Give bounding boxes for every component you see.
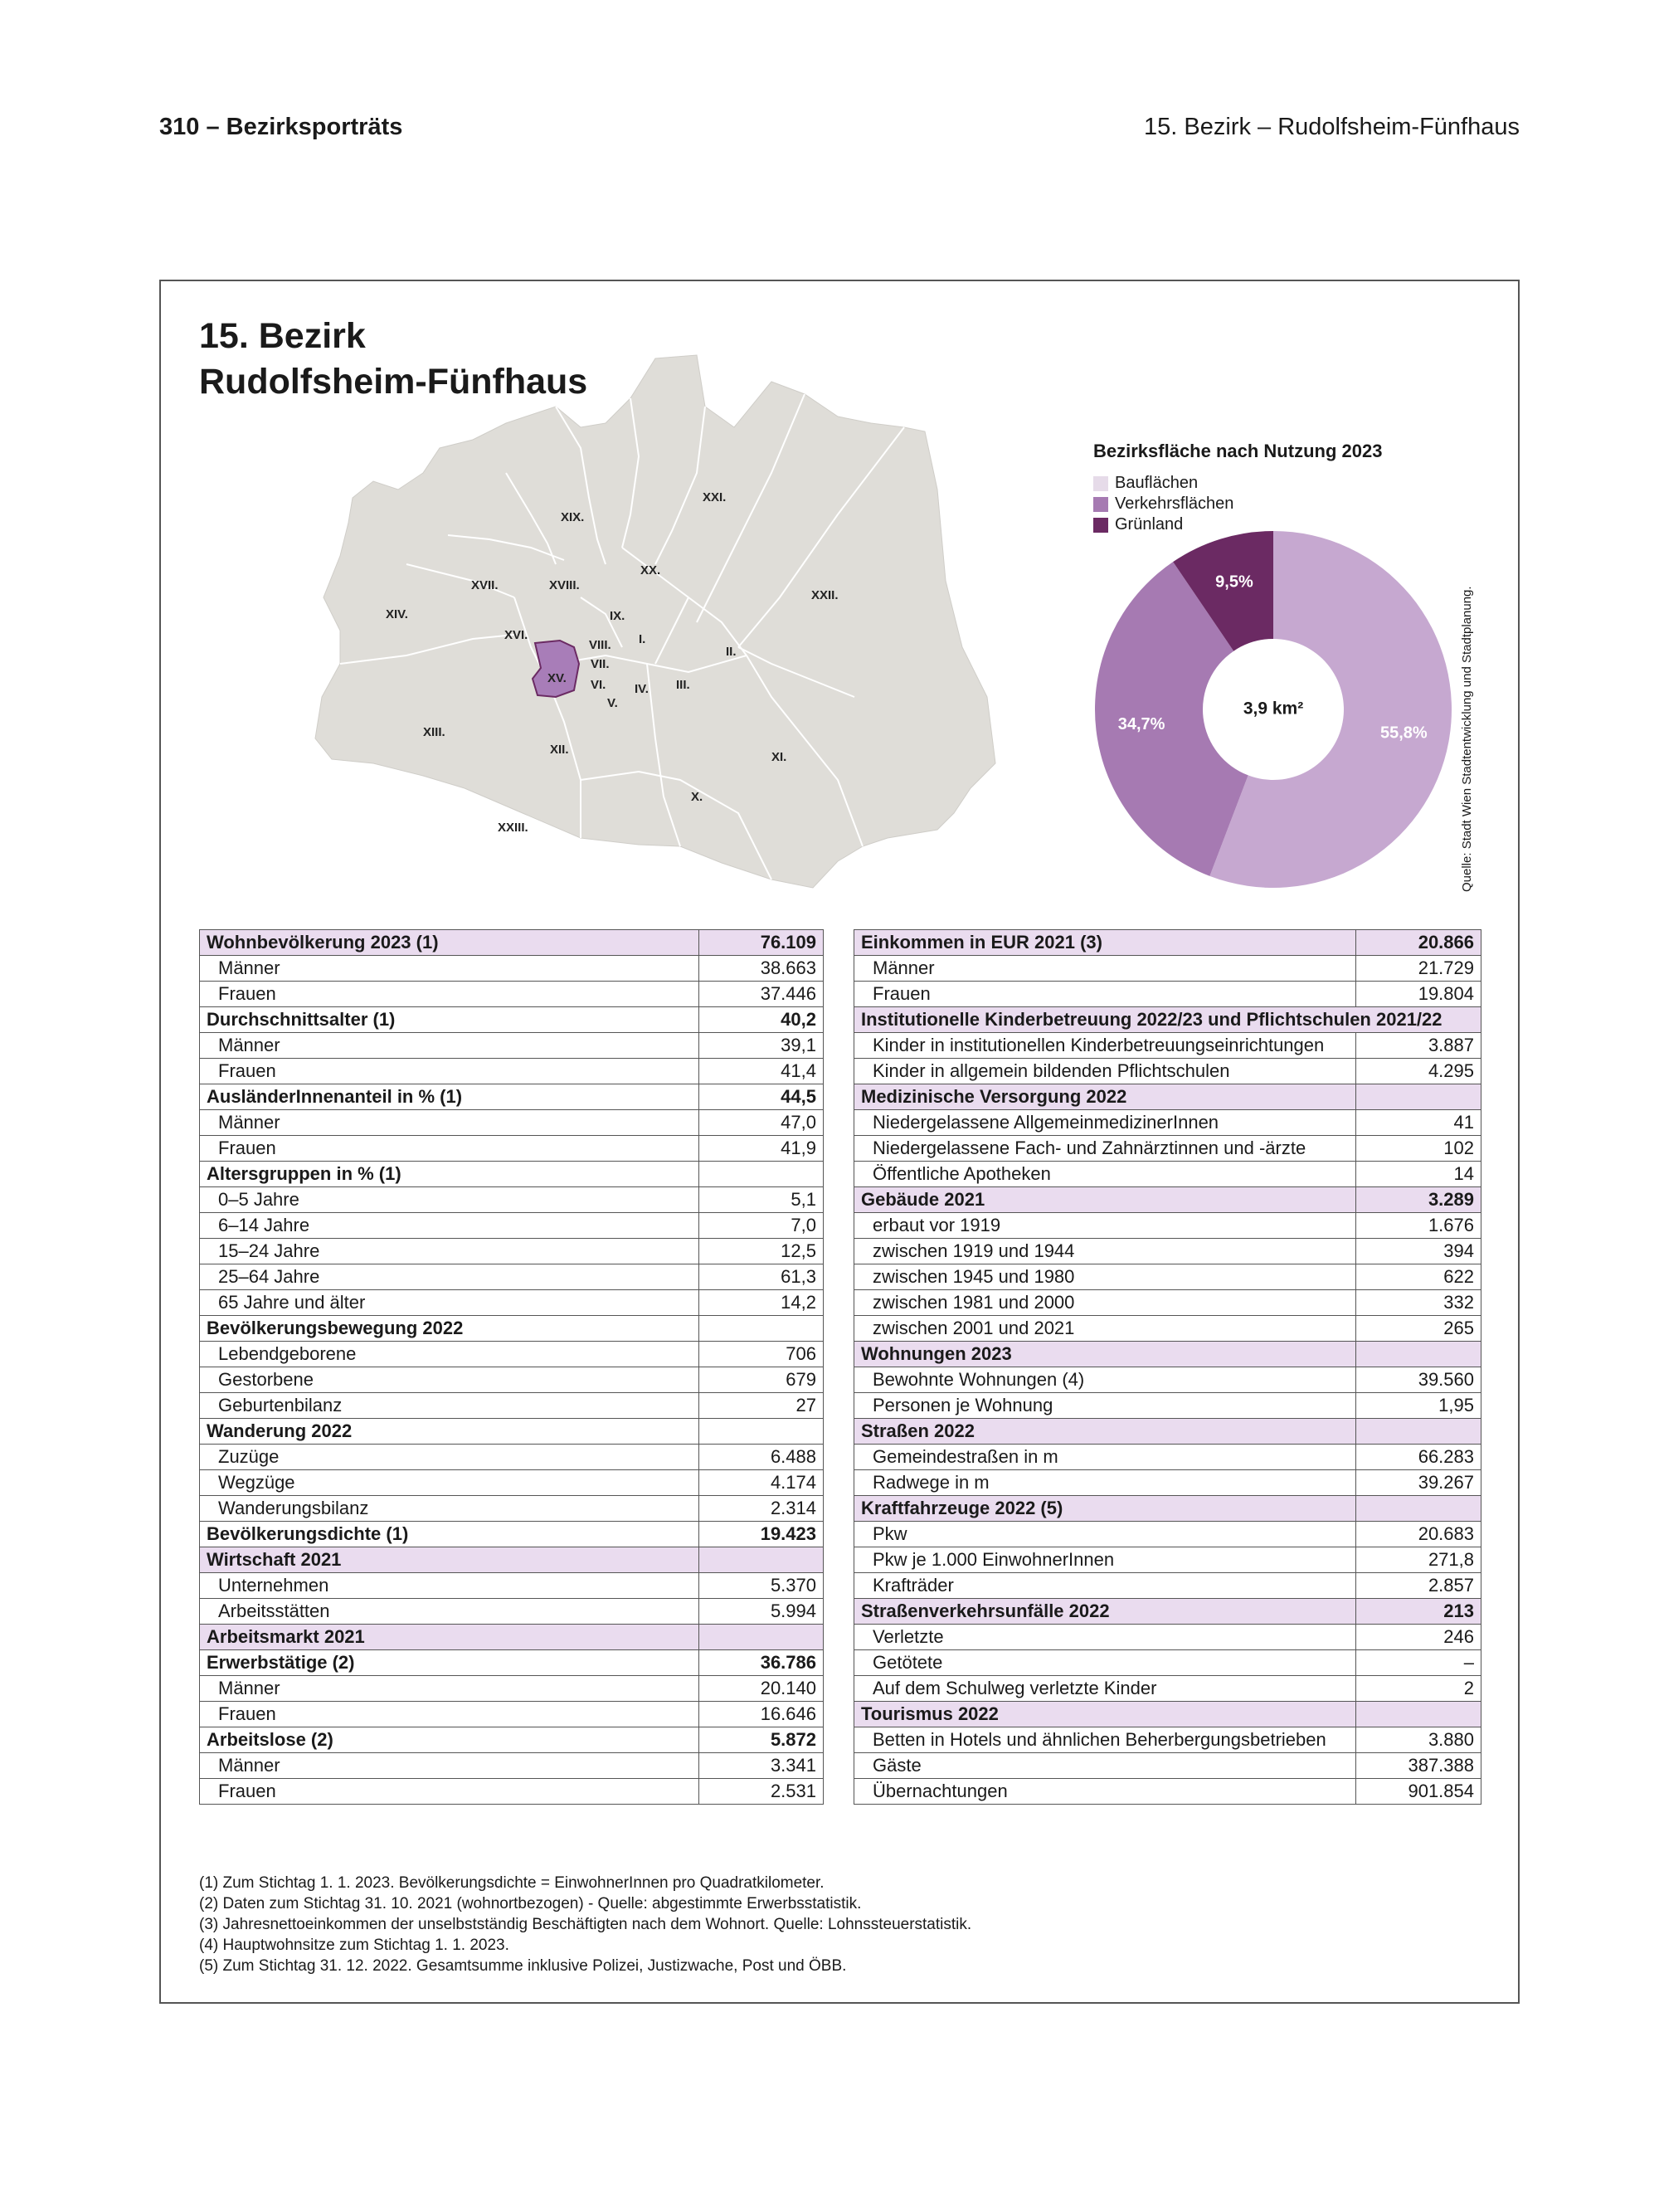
row-value: 20.866 [1356, 930, 1481, 956]
district-label-xviii: XVIII. [549, 578, 580, 592]
row-label: Frauen [854, 982, 1356, 1007]
row-label: Kraftfahrzeuge 2022 (5) [854, 1496, 1356, 1522]
table-row [854, 1650, 1481, 1676]
table-row [854, 1059, 1481, 1084]
row-label: Gebäude 2021 [854, 1187, 1356, 1213]
row-value: 2 [1356, 1676, 1481, 1702]
row-label: 6–14 Jahre [200, 1213, 699, 1239]
running-header-right: 15. Bezirk – Rudolfsheim-Fünfhaus [1144, 114, 1520, 140]
table-row [200, 1676, 824, 1702]
row-value [699, 1419, 824, 1445]
row-label: Auf dem Schulweg verletzte Kinder [854, 1676, 1356, 1702]
row-value: 16.646 [699, 1702, 824, 1727]
row-value: 40,2 [699, 1007, 824, 1033]
row-label: Radwege in m [854, 1470, 1356, 1496]
row-value [1356, 1342, 1481, 1367]
row-value [1356, 1419, 1481, 1445]
legend-item [1093, 494, 1233, 514]
table-row [200, 1445, 824, 1470]
row-label: Gemeindestraßen in m [854, 1445, 1356, 1470]
row-value: 706 [699, 1342, 824, 1367]
row-label: zwischen 2001 und 2021 [854, 1316, 1356, 1342]
district-label-xxii: XXII. [811, 588, 839, 602]
table-row [854, 1264, 1481, 1290]
row-label: Medizinische Versorgung 2022 [854, 1084, 1356, 1110]
row-value: 5.872 [699, 1727, 824, 1753]
table-row [854, 1187, 1481, 1213]
table-row [854, 1033, 1481, 1059]
table-row [200, 1033, 824, 1059]
running-header-left: 310 – Bezirksporträts [159, 114, 403, 140]
title-line-1: 15. Bezirk [199, 316, 366, 356]
row-label: Bewohnte Wohnungen (4) [854, 1367, 1356, 1393]
table-row [200, 1470, 824, 1496]
legend-label: Grünland [1115, 515, 1184, 534]
row-label: 65 Jahre und älter [200, 1290, 699, 1316]
table-row [854, 1290, 1481, 1316]
table-row [200, 1007, 824, 1033]
row-value: 4.295 [1356, 1059, 1481, 1084]
district-label-xvi: XVI. [504, 628, 528, 642]
row-label: Männer [200, 1676, 699, 1702]
row-label: Pkw [854, 1522, 1356, 1547]
row-value: 41,4 [699, 1059, 824, 1084]
table-row [854, 956, 1481, 982]
row-label: Verletzte [854, 1625, 1356, 1650]
row-label: Straßen 2022 [854, 1419, 1356, 1445]
row-value: 21.729 [1356, 956, 1481, 982]
district-xv-highlight [533, 641, 579, 697]
row-value [699, 1625, 824, 1650]
row-label: Frauen [200, 1779, 699, 1805]
row-label: Geburtenbilanz [200, 1393, 699, 1419]
legend-label: Verkehrsflächen [1115, 495, 1234, 513]
row-value: 47,0 [699, 1110, 824, 1136]
row-label: Frauen [200, 1702, 699, 1727]
table-row [854, 930, 1481, 956]
table-row [200, 1239, 824, 1264]
table-row [200, 1342, 824, 1367]
row-label: Arbeitsmarkt 2021 [200, 1625, 699, 1650]
table-row [854, 1573, 1481, 1599]
table-row [854, 1162, 1481, 1187]
row-label: Kinder in institutionellen Kinderbetreuungseinrichtungen [854, 1033, 1356, 1059]
district-label-vi: VI. [591, 678, 606, 692]
row-value: 3.289 [1356, 1187, 1481, 1213]
row-label: Personen je Wohnung [854, 1393, 1356, 1419]
row-label: Frauen [200, 1059, 699, 1084]
table-row [200, 1419, 824, 1445]
table-row [854, 1445, 1481, 1470]
district-label-iii: III. [676, 678, 690, 692]
district-label-xvii: XVII. [471, 578, 499, 592]
footnotes [199, 1873, 971, 1976]
row-value: 3.880 [1356, 1727, 1481, 1753]
row-value: 2.857 [1356, 1573, 1481, 1599]
source-note: Quelle: Stadt Wien Stadtentwicklung und Stadtplanung. [1460, 586, 1474, 892]
table-row [854, 1496, 1481, 1522]
table-row [854, 982, 1481, 1007]
row-value [699, 1162, 824, 1187]
table-row [854, 1702, 1481, 1727]
row-label: Getötete [854, 1650, 1356, 1676]
district-label-ii: II. [726, 645, 737, 659]
table-row [200, 1162, 824, 1187]
row-label: Pkw je 1.000 EinwohnerInnen [854, 1547, 1356, 1573]
row-label: Frauen [200, 1136, 699, 1162]
row-value: 41,9 [699, 1136, 824, 1162]
row-value: 5.370 [699, 1573, 824, 1599]
row-value [699, 1547, 824, 1573]
footnote: (2) Daten zum Stichtag 31. 10. 2021 (wohnortbezogen) - Quelle: abgestimmte Erwerbsstatistik. [199, 1895, 862, 1912]
district-label-xx: XX. [640, 563, 661, 577]
district-label-vii: VII. [591, 657, 610, 671]
row-value [1356, 1084, 1481, 1110]
table-row [200, 1110, 824, 1136]
table-row [200, 1393, 824, 1419]
row-value: 5.994 [699, 1599, 824, 1625]
row-label: Männer [854, 956, 1356, 982]
legend-swatch [1093, 476, 1108, 491]
row-label: Betten in Hotels und ähnlichen Beherbergungsbetrieben [854, 1727, 1356, 1753]
row-value: 19.804 [1356, 982, 1481, 1007]
row-label: Wohnungen 2023 [854, 1342, 1356, 1367]
table-row [200, 1599, 824, 1625]
table-row [854, 1547, 1481, 1573]
row-label: Unternehmen [200, 1573, 699, 1599]
row-value: 387.388 [1356, 1753, 1481, 1779]
row-value: 39.560 [1356, 1367, 1481, 1393]
table-row [854, 1753, 1481, 1779]
row-label: Frauen [200, 982, 699, 1007]
row-value: – [1356, 1650, 1481, 1676]
table-row [854, 1727, 1481, 1753]
table-row [854, 1522, 1481, 1547]
row-value: 102 [1356, 1136, 1481, 1162]
pie-slice-label: 34,7% [1117, 714, 1165, 733]
row-label: Männer [200, 1753, 699, 1779]
row-label: Institutionelle Kinderbetreuung 2022/23 und Pflichtschulen 2021/22 [854, 1007, 1481, 1033]
land-use-donut-chart [1087, 523, 1460, 896]
table-row [854, 1779, 1481, 1805]
row-label: Arbeitslose (2) [200, 1727, 699, 1753]
row-value: 76.109 [699, 930, 824, 956]
district-label-xi: XI. [771, 750, 787, 764]
table-row [854, 1213, 1481, 1239]
district-label-xiv: XIV. [386, 607, 408, 621]
row-label: Tourismus 2022 [854, 1702, 1356, 1727]
table-row [854, 1316, 1481, 1342]
table-row [854, 1393, 1481, 1419]
row-value [1356, 1496, 1481, 1522]
district-label-ix: IX. [610, 609, 625, 623]
row-label: Männer [200, 956, 699, 982]
district-label-xix: XIX. [561, 510, 585, 524]
row-label: Bevölkerungsbewegung 2022 [200, 1316, 699, 1342]
right-statistics-table [854, 929, 1481, 1805]
row-label: Straßenverkehrsunfälle 2022 [854, 1599, 1356, 1625]
row-value: 4.174 [699, 1470, 824, 1496]
row-value: 19.423 [699, 1522, 824, 1547]
table-row [200, 1084, 824, 1110]
row-value: 1,95 [1356, 1393, 1481, 1419]
district-label-xxiii: XXIII. [498, 821, 528, 835]
row-value: 14,2 [699, 1290, 824, 1316]
row-value: 2.531 [699, 1779, 824, 1805]
row-value: 39,1 [699, 1033, 824, 1059]
row-value: 2.314 [699, 1496, 824, 1522]
row-value: 36.786 [699, 1650, 824, 1676]
table-row [200, 1187, 824, 1213]
table-row [200, 1573, 824, 1599]
row-value: 394 [1356, 1239, 1481, 1264]
table-row [200, 1522, 824, 1547]
row-label: 0–5 Jahre [200, 1187, 699, 1213]
row-value: 44,5 [699, 1084, 824, 1110]
row-value: 27 [699, 1393, 824, 1419]
row-label: Wegzüge [200, 1470, 699, 1496]
row-label: Niedergelassene Fach- und Zahnärztinnen und -ärzte [854, 1136, 1356, 1162]
row-value: 246 [1356, 1625, 1481, 1650]
table-row [854, 1367, 1481, 1393]
table-row [200, 1702, 824, 1727]
row-value: 39.267 [1356, 1470, 1481, 1496]
row-label: Lebendgeborene [200, 1342, 699, 1367]
table-row [854, 1470, 1481, 1496]
table-row [854, 1239, 1481, 1264]
table-row [854, 1342, 1481, 1367]
left-statistics-table [199, 929, 824, 1805]
row-label: 15–24 Jahre [200, 1239, 699, 1264]
district-label-xxi: XXI. [703, 490, 727, 504]
district-label-v: V. [607, 696, 618, 710]
table-row [200, 1650, 824, 1676]
pie-chart-title: Bezirksfläche nach Nutzung 2023 [1093, 441, 1383, 461]
pie-center-label: 3,9 km² [1243, 699, 1304, 719]
table-row [854, 1084, 1481, 1110]
district-label-xv: XV. [547, 671, 567, 685]
row-value: 6.488 [699, 1445, 824, 1470]
row-label: Gestorbene [200, 1367, 699, 1393]
row-value [699, 1316, 824, 1342]
row-value: 3.887 [1356, 1033, 1481, 1059]
row-value: 622 [1356, 1264, 1481, 1290]
table-row [200, 1779, 824, 1805]
row-value: 14 [1356, 1162, 1481, 1187]
row-label: Wanderung 2022 [200, 1419, 699, 1445]
row-value [1356, 1702, 1481, 1727]
row-label: Einkommen in EUR 2021 (3) [854, 930, 1356, 956]
row-label: Männer [200, 1110, 699, 1136]
row-label: AusländerInnenanteil in % (1) [200, 1084, 699, 1110]
row-value: 271,8 [1356, 1547, 1481, 1573]
row-label: 25–64 Jahre [200, 1264, 699, 1290]
table-row [200, 982, 824, 1007]
footnote: (4) Hauptwohnsitze zum Stichtag 1. 1. 2023. [199, 1937, 509, 1954]
row-value: 41 [1356, 1110, 1481, 1136]
row-label: Gäste [854, 1753, 1356, 1779]
row-value: 901.854 [1356, 1779, 1481, 1805]
row-value: 66.283 [1356, 1445, 1481, 1470]
footnote: (3) Jahresnettoeinkommen der unselbstständig Beschäftigten nach dem Wohnort. Quelle: Lohnssteuerstatistik. [199, 1916, 972, 1933]
title-line-2: Rudolfsheim-Fünfhaus [199, 362, 588, 402]
row-label: Krafträder [854, 1573, 1356, 1599]
row-value: 20.140 [699, 1676, 824, 1702]
table-row [854, 1136, 1481, 1162]
table-row [200, 1059, 824, 1084]
row-label: Altersgruppen in % (1) [200, 1162, 699, 1187]
table-row [200, 1367, 824, 1393]
row-label: Männer [200, 1033, 699, 1059]
table-row [854, 1419, 1481, 1445]
table-row [200, 1727, 824, 1753]
vienna-outline [315, 355, 995, 888]
footnote: (1) Zum Stichtag 1. 1. 2023. Bevölkerungsdichte = EinwohnerInnen pro Quadratkilometer. [199, 1874, 825, 1892]
district-label-xiii: XIII. [423, 725, 445, 739]
row-label: Übernachtungen [854, 1779, 1356, 1805]
row-label: Kinder in allgemein bildenden Pflichtschulen [854, 1059, 1356, 1084]
district-label-xii: XII. [550, 743, 569, 757]
row-value: 679 [699, 1367, 824, 1393]
table-row [854, 1625, 1481, 1650]
row-label: Niedergelassene AllgemeinmedizinerInnen [854, 1110, 1356, 1136]
row-value: 37.446 [699, 982, 824, 1007]
table-row [200, 1496, 824, 1522]
legend-item [1093, 473, 1233, 494]
footnote: (5) Zum Stichtag 31. 12. 2022. Gesamtsumme inklusive Polizei, Justizwache, Post und ÖBB. [199, 1957, 847, 1975]
row-value: 5,1 [699, 1187, 824, 1213]
row-value: 20.683 [1356, 1522, 1481, 1547]
row-value: 7,0 [699, 1213, 824, 1239]
row-value: 332 [1356, 1290, 1481, 1316]
row-value: 12,5 [699, 1239, 824, 1264]
row-label: zwischen 1981 und 2000 [854, 1290, 1356, 1316]
row-label: Arbeitsstätten [200, 1599, 699, 1625]
table-row [200, 1136, 824, 1162]
row-label: Wohnbevölkerung 2023 (1) [200, 930, 699, 956]
table-row [200, 1316, 824, 1342]
row-value: 213 [1356, 1599, 1481, 1625]
pie-slice-label: 9,5% [1215, 572, 1253, 592]
legend-label: Bauflächen [1115, 474, 1199, 492]
row-label: Wanderungsbilanz [200, 1496, 699, 1522]
table-row [854, 1007, 1481, 1033]
table-row [200, 956, 824, 982]
row-label: Durchschnittsalter (1) [200, 1007, 699, 1033]
row-value: 38.663 [699, 956, 824, 982]
district-label-iv: IV. [635, 682, 649, 696]
row-label: Bevölkerungsdichte (1) [200, 1522, 699, 1547]
vienna-district-map [307, 348, 1012, 892]
pie-slice-label: 55,8% [1379, 724, 1428, 743]
district-label-viii: VIII. [589, 638, 611, 652]
table-row [200, 1625, 824, 1650]
row-label: Öffentliche Apotheken [854, 1162, 1356, 1187]
row-label: Wirtschaft 2021 [200, 1547, 699, 1573]
table-row [200, 1290, 824, 1316]
row-value: 265 [1356, 1316, 1481, 1342]
table-row [200, 930, 824, 956]
table-row [854, 1599, 1481, 1625]
table-row [854, 1110, 1481, 1136]
row-value: 61,3 [699, 1264, 824, 1290]
row-label: zwischen 1945 und 1980 [854, 1264, 1356, 1290]
row-value: 1.676 [1356, 1213, 1481, 1239]
table-row [854, 1676, 1481, 1702]
district-label-i: I. [639, 632, 646, 646]
row-label: Zuzüge [200, 1445, 699, 1470]
table-row [200, 1213, 824, 1239]
table-row [200, 1547, 824, 1573]
table-row [200, 1753, 824, 1779]
district-label-x: X. [691, 790, 703, 804]
row-label: Erwerbstätige (2) [200, 1650, 699, 1676]
row-label: erbaut vor 1919 [854, 1213, 1356, 1239]
row-label: zwischen 1919 und 1944 [854, 1239, 1356, 1264]
legend-swatch [1093, 497, 1108, 512]
row-value: 3.341 [699, 1753, 824, 1779]
table-row [200, 1264, 824, 1290]
